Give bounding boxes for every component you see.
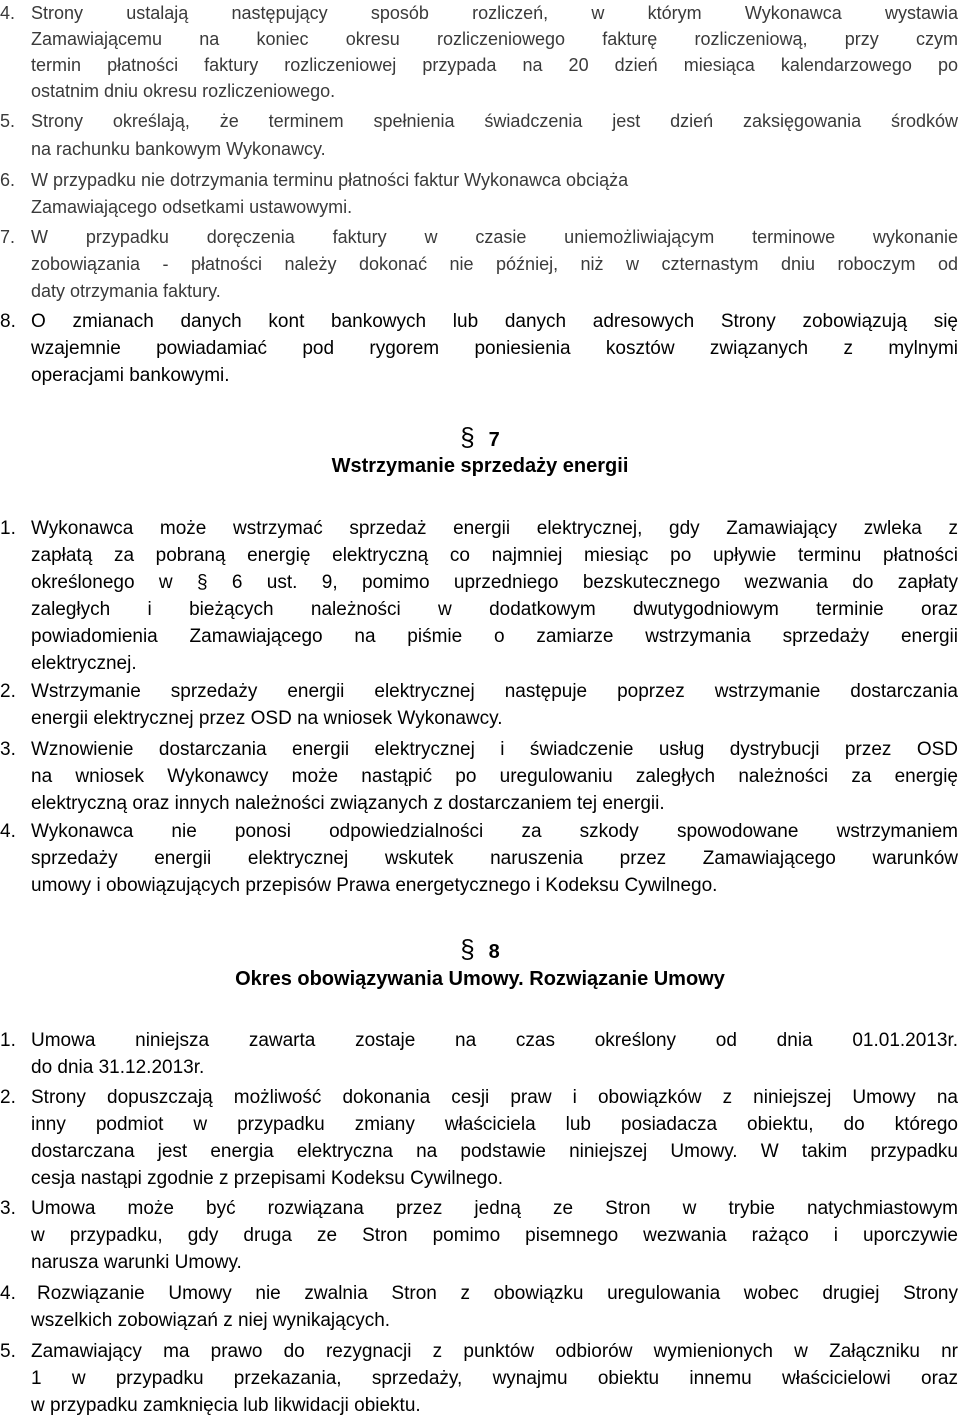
section-7-number: § 7 bbox=[460, 422, 500, 452]
item-line: W przypadku doręczenia faktury w czasie uniemożliwiającym terminowe wykonanie bbox=[31, 227, 958, 247]
item-number: 8. bbox=[0, 311, 16, 332]
item-line: Zamawiający ma prawo do rezygnacji z punktów odbiorów wymienionych w Załączniku nr bbox=[31, 1341, 958, 1362]
item-line: Strony dopuszczają możliwość dokonania cesji praw i obowiązków z niniejszej Umowy na bbox=[31, 1087, 958, 1108]
item-line: Umowa może być rozwiązana przez jedną ze Stron w trybie natychmiastowym bbox=[31, 1198, 958, 1219]
item-line: elektryczną oraz innych należności związanych z dostarczaniem tej energii. bbox=[31, 793, 665, 814]
item-line: określonego w § 6 ust. 9, pomimo uprzedniego bezskutecznego wezwania do zapłaty bbox=[31, 572, 958, 593]
item-number: 4. bbox=[0, 3, 16, 23]
item-line: inny podmiot w przypadku zmiany właściciela lub posiadacza obiektu, do którego bbox=[31, 1114, 958, 1135]
item-number: 3. bbox=[0, 1198, 16, 1219]
item-line: ostatnim dniu okresu rozliczeniowego. bbox=[31, 81, 336, 101]
item-number: 4. bbox=[0, 821, 16, 842]
item-number: 2. bbox=[0, 1087, 16, 1108]
section-7-title: Wstrzymanie sprzedaży energii bbox=[331, 455, 629, 477]
item-number: 3. bbox=[0, 739, 16, 760]
item-line: Rozwiązanie Umowy nie zwalnia Stron z obowiązku uregulowania wobec drugiej Strony bbox=[37, 1283, 958, 1304]
item-line: Zamawiającemu na koniec okresu rozliczeniowego fakturę rozliczeniową, przy czym bbox=[31, 29, 958, 49]
item-line: Wznowienie dostarczania energii elektrycznej i świadczenie usług dystrybucji przez OSD bbox=[31, 739, 958, 760]
item-line: sprzedaży energii elektrycznej wskutek naruszenia przez Zamawiającego warunków bbox=[31, 848, 958, 869]
item-line: wszelkich zobowiązań z niej wynikających. bbox=[31, 1310, 391, 1331]
item-line: elektrycznej. bbox=[31, 653, 137, 674]
item-line: zaległych i bieżących należności w dodatkowym dwutygodniowym terminie oraz bbox=[31, 599, 958, 620]
item-line: dostarczana jest energia elektryczna na podstawie niniejszej Umowy. W takim przypadku bbox=[31, 1141, 958, 1162]
item-number: 1. bbox=[0, 1030, 16, 1051]
item-line: Strony ustalają następujący sposób rozliczeń, w którym Wykonawca wystawia bbox=[31, 3, 958, 23]
paragraph-symbol: § bbox=[460, 422, 475, 452]
item-line: zapłatą za pobraną energię elektryczną co najmniej miesiąc po upływie terminu płatności bbox=[31, 545, 958, 566]
item-line: Strony określają, że terminem spełnienia świadczenia jest dzień zaksięgowania środków bbox=[31, 111, 958, 131]
section-8-title: Okres obowiązywania Umowy. Rozwiązanie Umowy bbox=[235, 968, 725, 990]
item-line: daty otrzymania faktury. bbox=[31, 281, 221, 301]
item-line: termin płatności faktury rozliczeniowej przypada na 20 dzień miesiąca kalendarzowego po bbox=[31, 55, 958, 75]
item-number: 1. bbox=[0, 518, 16, 539]
item-number: 2. bbox=[0, 681, 16, 702]
paragraph-symbol: § bbox=[460, 934, 475, 964]
item-number: 6. bbox=[0, 170, 16, 190]
item-line: w przypadku zamknięcia lub likwidacji obiektu. bbox=[31, 1395, 421, 1416]
item-line: na wniosek Wykonawcy może nastąpić po uregulowaniu zaległych należności za energię bbox=[31, 766, 958, 787]
item-line: w przypadku, gdy druga ze Stron pomimo pisemnego wezwania rażąco i uporczywie bbox=[31, 1225, 958, 1246]
item-line: cesja nastąpi zgodnie z przepisami Kodeksu Cywilnego. bbox=[31, 1168, 504, 1189]
item-number: 5. bbox=[0, 111, 16, 131]
item-number: 7. bbox=[0, 227, 16, 247]
item-number: 5. bbox=[0, 1341, 16, 1362]
item-line: Wykonawca może wstrzymać sprzedaż energii elektrycznej, gdy Zamawiający zwleka z bbox=[31, 518, 958, 539]
item-line: O zmianach danych kont bankowych lub danych adresowych Strony zobowiązują się bbox=[31, 311, 958, 332]
item-line: Zamawiającego odsetkami ustawowymi. bbox=[31, 197, 353, 217]
item-line: umowy i obowiązujących przepisów Prawa energetycznego i Kodeksu Cywilnego. bbox=[31, 875, 718, 896]
item-line: Wykonawca nie ponosi odpowiedzialności za szkody spowodowane wstrzymaniem bbox=[31, 821, 958, 842]
item-line: operacjami bankowymi. bbox=[31, 365, 230, 386]
item-line: 1 w przypadku przekazania, sprzedaży, wynajmu obiektu innemu właścicielowi oraz bbox=[31, 1368, 958, 1389]
item-number: 4. bbox=[0, 1283, 16, 1304]
item-line: powiadomienia Zamawiającego na piśmie o zamiarze wstrzymania sprzedaży energii bbox=[31, 626, 958, 647]
item-line: na rachunku bankowym Wykonawcy. bbox=[31, 139, 326, 159]
item-line: W przypadku nie dotrzymania terminu płatności faktur Wykonawca obciąża bbox=[31, 170, 629, 190]
item-line: energii elektrycznej przez OSD na wniosek Wykonawcy. bbox=[31, 708, 503, 729]
item-line: narusza warunki Umowy. bbox=[31, 1252, 242, 1273]
item-line: zobowiązania - płatności należy dokonać nie później, niż w czternastym dniu roboczym od bbox=[31, 254, 958, 274]
item-line: Umowa niniejsza zawarta zostaje na czas określony od dnia 01.01.2013r. bbox=[31, 1030, 958, 1051]
section-8-number: § 8 bbox=[460, 934, 500, 964]
item-line: wzajemnie powiadamiać pod rygorem poniesienia kosztów związanych z mylnymi bbox=[31, 338, 958, 359]
item-line: Wstrzymanie sprzedaży energii elektrycznej następuje poprzez wstrzymanie dostarczania bbox=[31, 681, 958, 702]
item-line: do dnia 31.12.2013r. bbox=[31, 1057, 205, 1078]
